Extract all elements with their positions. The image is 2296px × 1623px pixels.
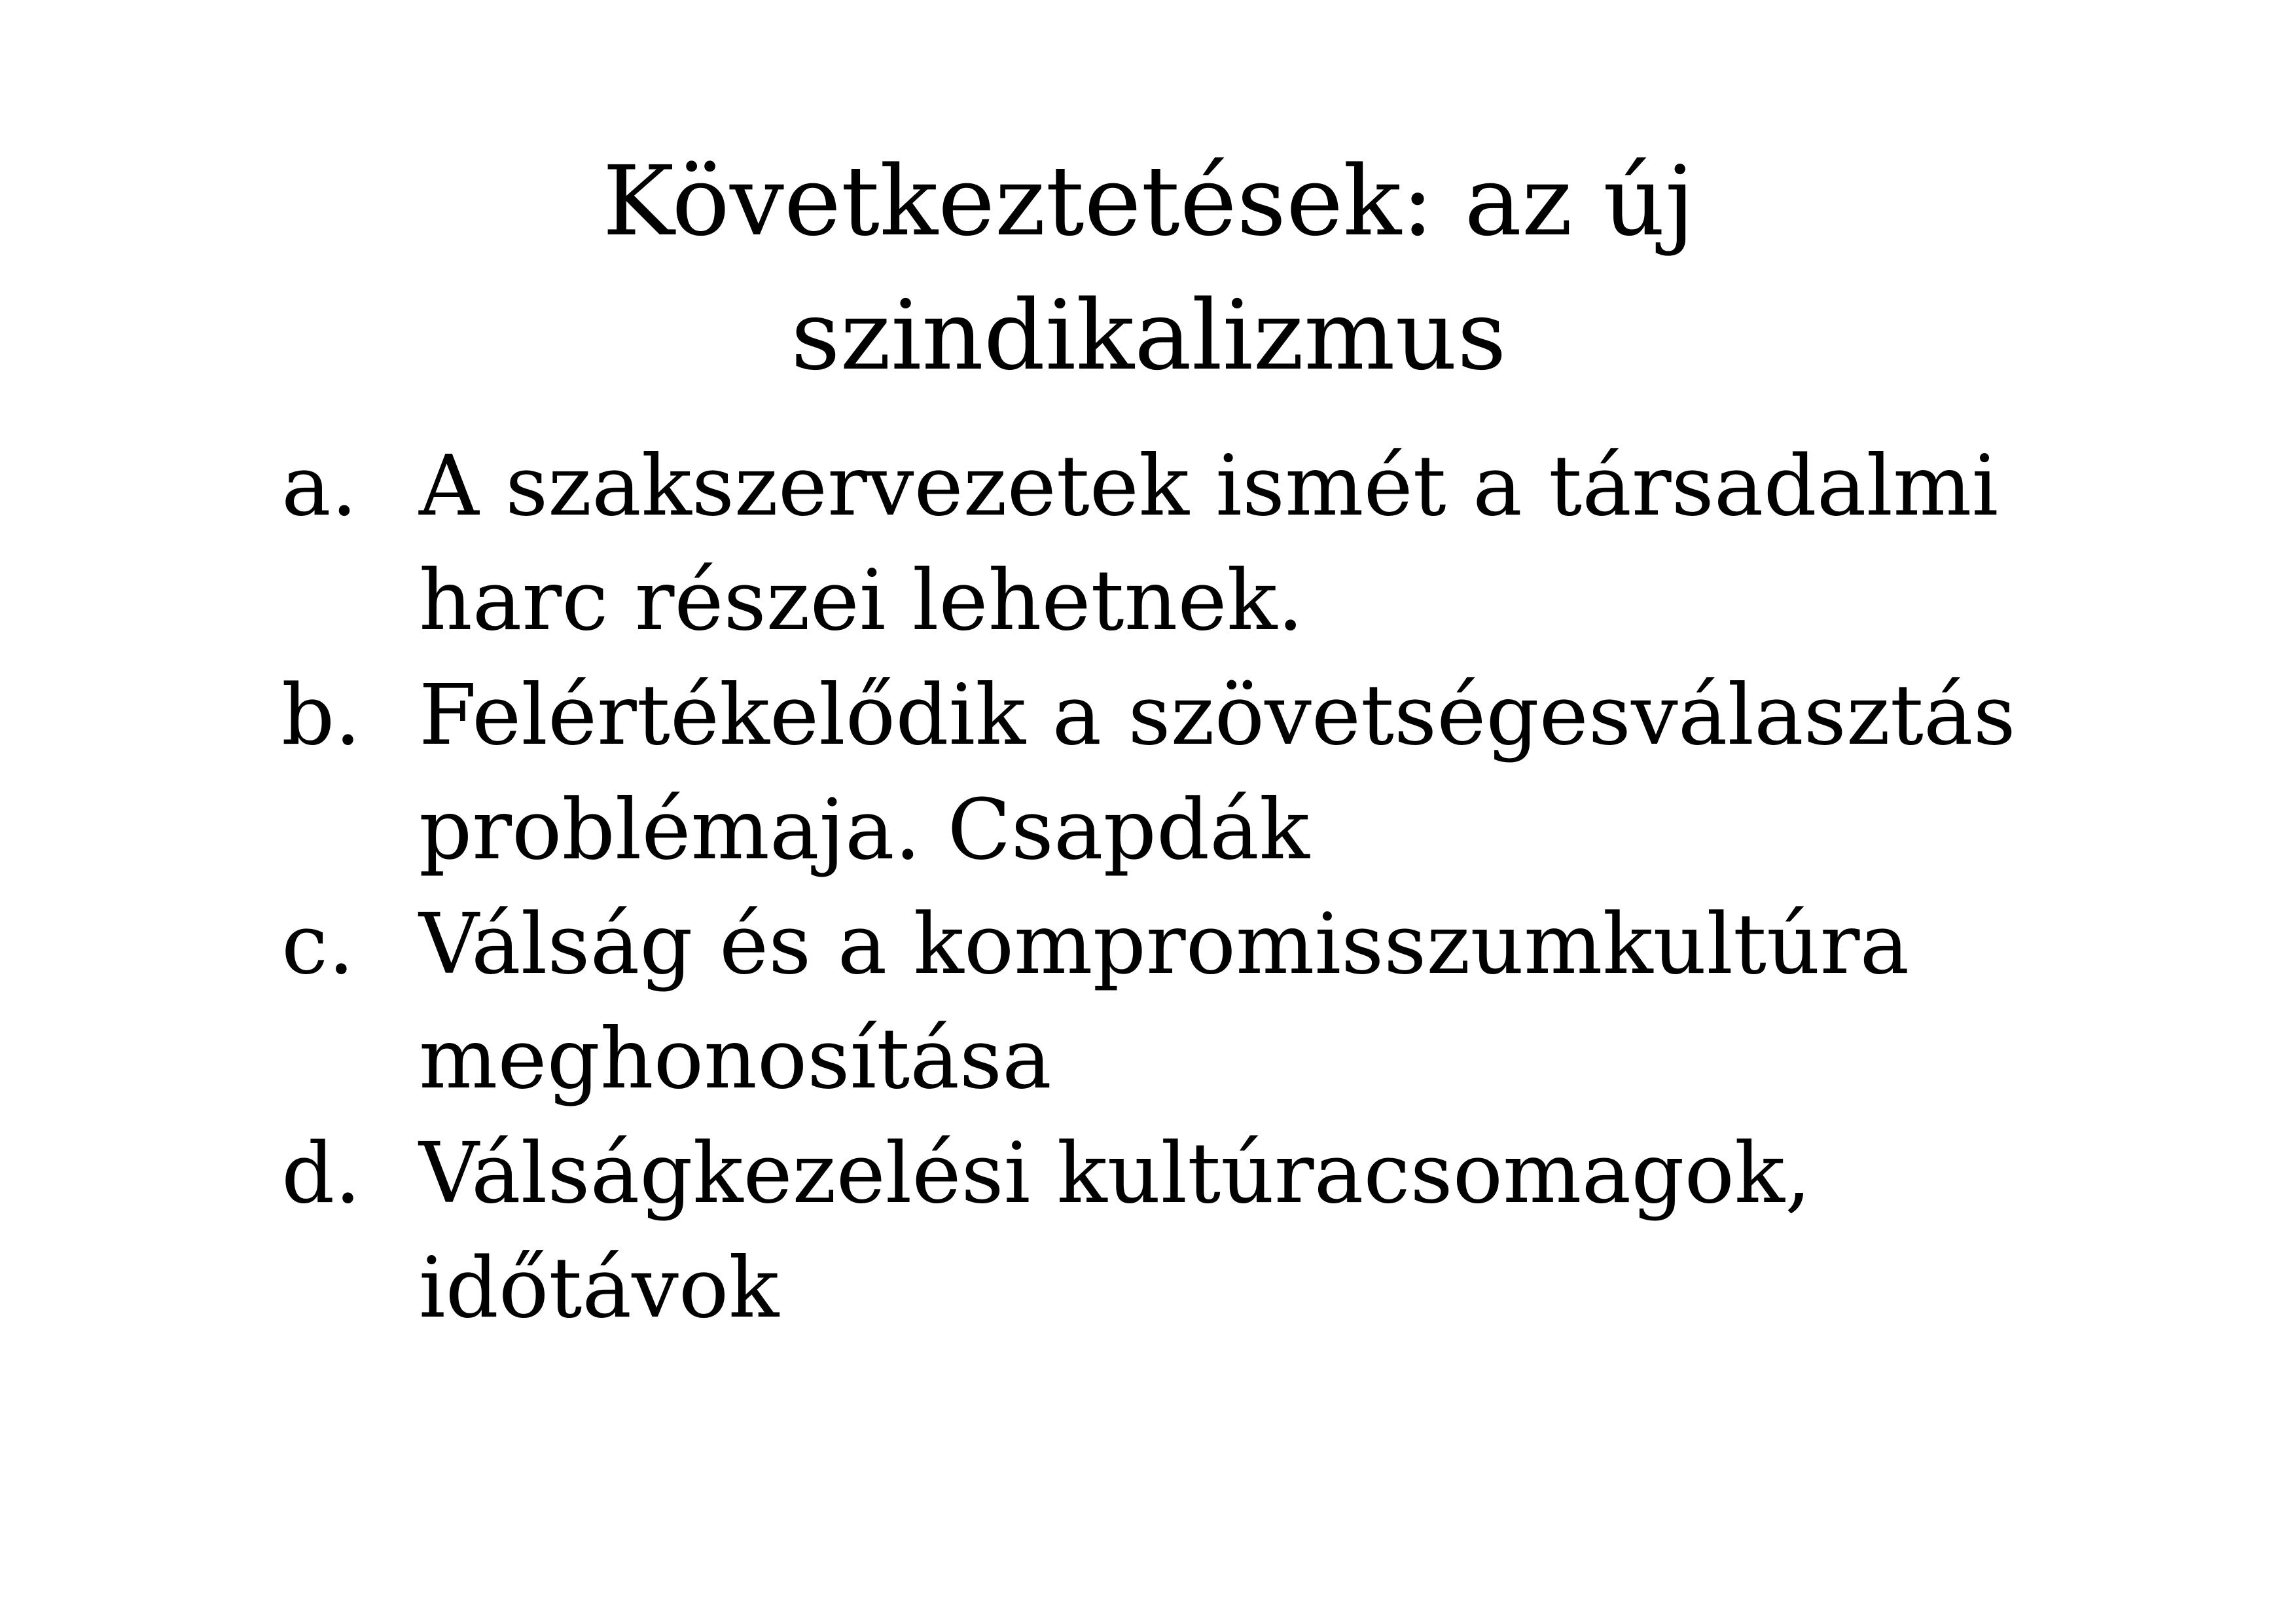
list-marker: b. — [281, 666, 361, 763]
list-item-line: A szakszervezetek ismét a társadalmi — [419, 437, 1999, 534]
list-item-line: harc részei lehetnek. — [419, 552, 1304, 649]
list-item-a — [281, 429, 2049, 658]
list-item-line: problémaja. Csapdák — [419, 781, 1310, 878]
list-item-line: időtávok — [419, 1239, 780, 1336]
list-marker: d. — [281, 1125, 361, 1222]
list-item-line: Felértékelődik a szövetségesválasztás — [419, 666, 2016, 763]
list-item-line: Válságkezelési kultúracsomagok, — [419, 1125, 1812, 1222]
list-item-b — [281, 658, 2049, 887]
list-marker: a. — [281, 437, 358, 534]
slide-title-line-2: szindikalizmus — [791, 280, 1507, 392]
list-item-d — [281, 1116, 2049, 1345]
list-item-text — [419, 429, 2049, 658]
conclusion-list — [281, 429, 2049, 1345]
list-item-text — [419, 887, 2049, 1116]
slide-title — [393, 134, 1905, 403]
list-marker: c. — [281, 896, 355, 993]
list-item-text — [419, 1116, 2049, 1345]
list-item-line: Válság és a kompromisszumkultúra — [419, 896, 1910, 993]
slide-title-line-1: Következtetések: az új — [602, 145, 1695, 257]
list-item-line: meghonosítása — [419, 1010, 1052, 1107]
list-item-text — [419, 658, 2049, 887]
list-item-c — [281, 887, 2049, 1116]
